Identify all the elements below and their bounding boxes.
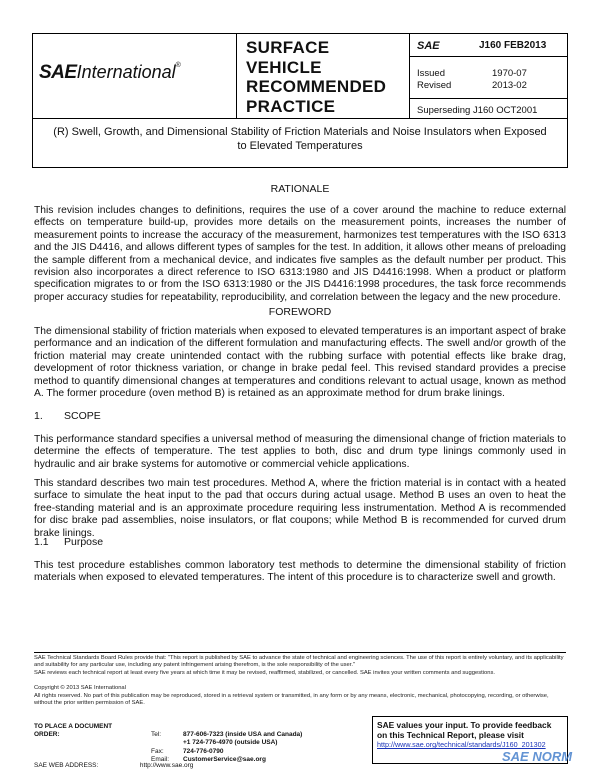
revised-label: Revised [417, 80, 452, 91]
scope-heading [34, 410, 101, 422]
issued-value: 1970-07 [492, 68, 527, 79]
email-label: Email: [151, 755, 170, 763]
sae-international-logo [39, 62, 181, 84]
footer-rights: All rights reserved. No part of this publication may be reproduced, stored in a retrieval system or transmitted, in any form or by any means, electronic, mechanical, photocopying, recording, or otherwise, without the prior written permission of SAE. [34, 693, 549, 706]
doc-number: J160 FEB2013 [479, 40, 547, 51]
feedback-link[interactable]: http://www.sae.org/technical/standards/J160_201302 [377, 740, 546, 749]
doc-type-line: PRACTICE [246, 96, 336, 116]
tel-value-2: +1 724-776-4970 (outside USA) [183, 739, 278, 747]
footer-web [34, 762, 193, 769]
tel-value-1: 877-606-7323 (inside USA and Canada) [183, 731, 303, 739]
footer-note-rules: SAE Technical Standards Board Rules provide that: "This report is published by SAE to advance the state of technical and engineering sciences. The use of this report is entirely voluntary, and its applicability and suitability for any particular use, including any patent infringement arising therefrom, is the sole responsibility of the user." [34, 655, 564, 668]
web-label: SAE WEB ADDRESS: [34, 762, 99, 769]
footer-note-review: SAE reviews each technical report at least every five years at which time it may be revised, reaffirmed, stabilized, or cancelled. SAE invites your written comments and suggestions. [34, 670, 495, 676]
doc-type-line: VEHICLE [246, 57, 322, 77]
section-title: Purpose [64, 536, 104, 548]
logo-cell [33, 34, 237, 118]
feedback-line: SAE values your input. To provide feedback [377, 720, 552, 730]
revised-row [417, 80, 527, 91]
rationale-heading: RATIONALE [270, 183, 330, 195]
doc-type [246, 38, 386, 116]
divider [409, 98, 567, 99]
purpose-text: This test procedure establishes common laboratory test methods to determine the dimensional stability of friction materials when exposed to elevated temperatures. The intent of this procedure is to characterize swell and growth. [34, 560, 566, 584]
logo-trademark: ® [175, 62, 181, 69]
divider [409, 56, 567, 57]
revised-value: 2013-02 [492, 80, 527, 91]
doc-type-cell [236, 34, 410, 118]
feedback-line: on this Technical Report, please visit [377, 730, 524, 740]
section-number: 1. [34, 410, 43, 422]
issued-row [417, 68, 527, 79]
foreword-text: The dimensional stability of friction materials when exposed to elevated temperatures is an important aspect of brake performance and an indication of the different formulation and manufacturing effects. The swell and/or growth of the friction material may create unintended contact with the rubbing surface with potential effects like brake drag, development of rotor thickness variation, or change in brake pedal feel. This revised standard provides a precise method to quantify dimensional changes at temperatures and conditions relevant to actual usage, known as method A. The former procedure (oven method B) is retained as an approximate method for drum brake linings. [34, 326, 566, 400]
fax-label: Fax: [151, 747, 164, 755]
scope-paragraph-2: This standard describes two main test procedures. Method A, where the friction material is in contact with a heated surface to simulate the heat input to the pad that occurs during actual usage. Method B uses an oven to heat the free-standing material and is an approximate procedure requiring less instrumentation. Method A is recommended for disc brake pad assemblies, noise insulators, or flat coupons; while Method B is recommended for curved drum brake linings. [34, 478, 566, 539]
rationale-text: This revision includes changes to definitions, requires the use of a cover around the machine to reduce external effects on temperature build-up, provides more details on the measurement points, increases the number of measurement points to increase the accuracy of the measurement, harmonizes test temperatures with the ISO 6313 and the JIS D4416, and allows different types of samples for the test. In addition, it allows other means of preloading the sample different from a mechanical device, and indicates five samples as the default number per product. This revision also incorporates a direct reference to ISO 6313:1980 and JIS D4416:1998. When a product or platform specification migrates to or from the ISO 6313:1980 or the JIS D4416:1998 procedures, the task force recommends proper accuracy studies for repeatability, reproducibility, and correlation between the legacy and the new procedure. [34, 205, 566, 303]
document-title: (R) Swell, Growth, and Dimensional Stability of Friction Materials and Noise Insulators when Exposed to Elevated Temperatures [32, 118, 568, 168]
fax-value: 724-776-0790 [183, 747, 224, 755]
doc-info-cell [409, 34, 567, 118]
order-label: TO PLACE A DOCUMENT ORDER: [34, 723, 113, 739]
section-number: 1.1 [34, 536, 49, 548]
footer-copyright: Copyright © 2013 SAE International [34, 685, 126, 691]
section-title: SCOPE [64, 410, 101, 422]
superseding-text: Superseding J160 OCT2001 [417, 105, 538, 116]
doc-type-line: SURFACE [246, 38, 330, 57]
doc-type-line: RECOMMENDED [246, 77, 387, 96]
document-header [32, 33, 568, 119]
email-link[interactable]: CustomerService@sae.org [183, 755, 266, 763]
watermark: SAE NORM [502, 749, 573, 764]
purpose-heading [34, 536, 103, 548]
order-info [34, 723, 302, 764]
web-link[interactable]: http://www.sae.org [139, 762, 194, 769]
issued-label: Issued [417, 68, 445, 79]
logo-sae-text: SAE [39, 62, 77, 83]
sae-mini-logo: SAE [417, 40, 440, 52]
logo-international-text: International [76, 62, 176, 82]
foreword-heading: FOREWORD [268, 306, 332, 318]
scope-paragraph-1: This performance standard specifies a universal method of measuring the dimensional change of friction materials to determine the effects of temperature. The test applies to both, disc and drum type linings commonly used in hydraulic and air brake systems for automotive or commercial vehicle applications. [34, 434, 566, 470]
tel-label: Tel: [151, 731, 162, 739]
footer-divider [34, 652, 566, 653]
